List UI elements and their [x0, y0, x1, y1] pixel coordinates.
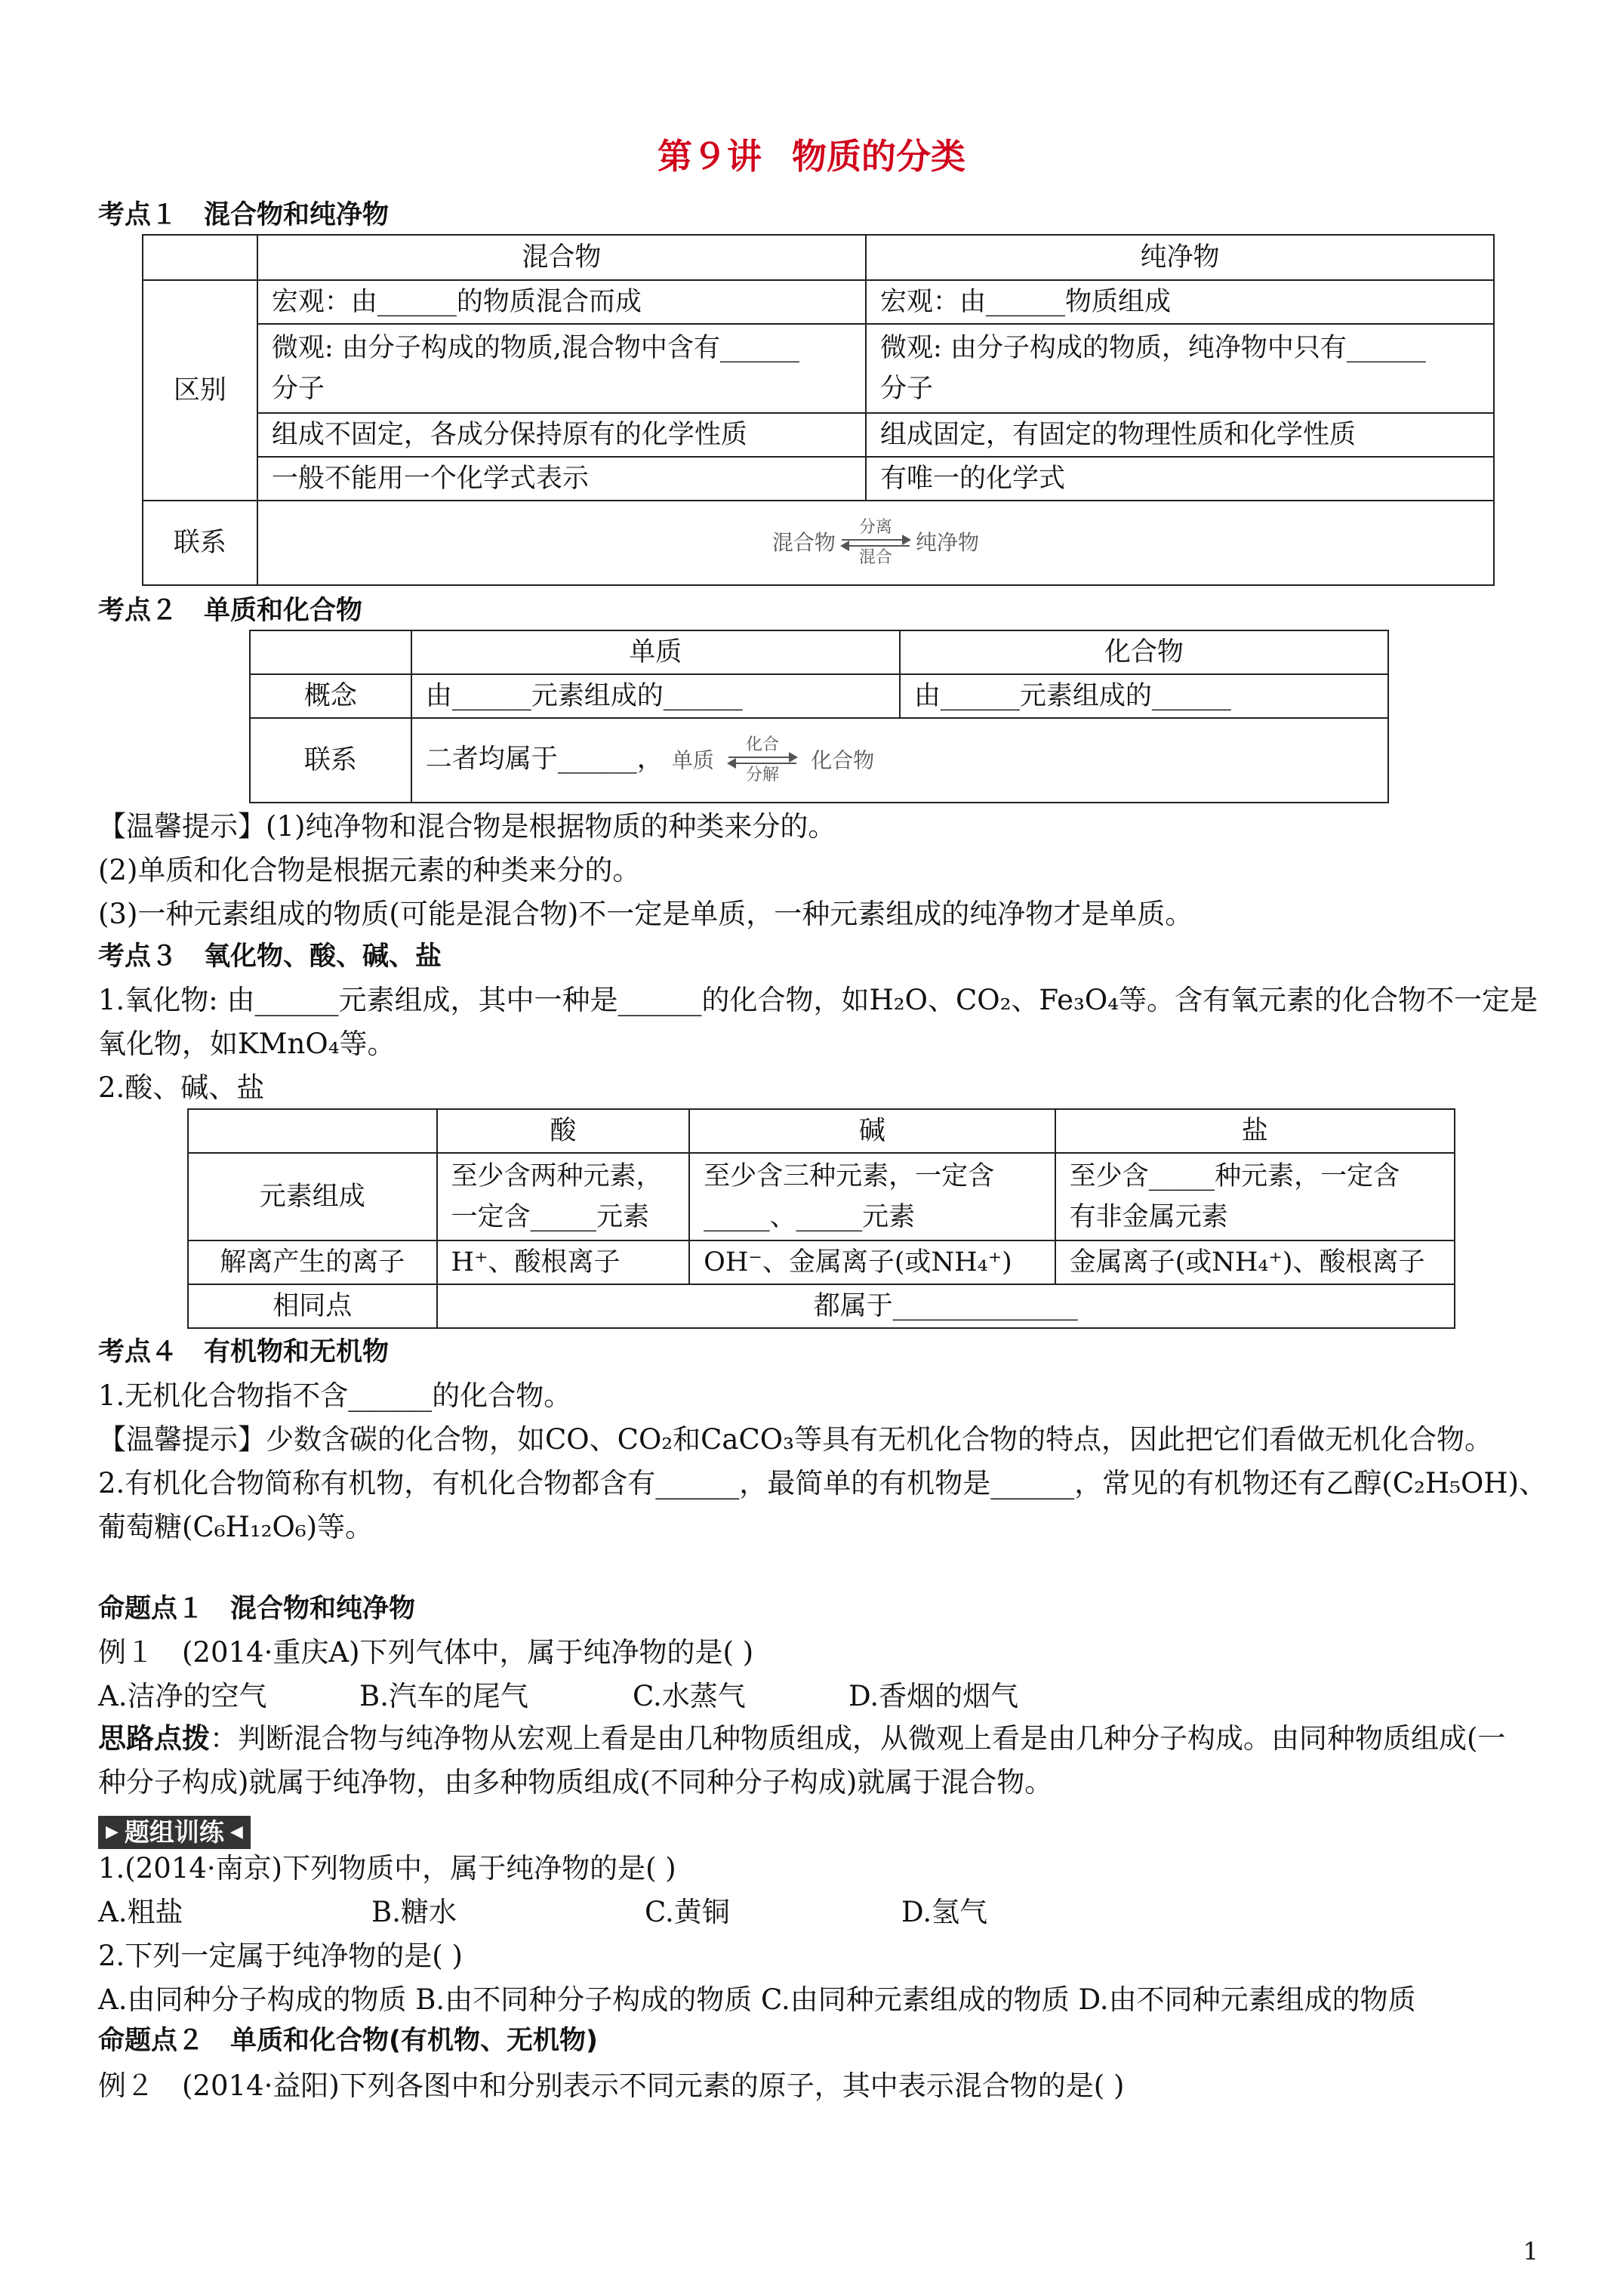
table-cell: 宏观：由______物质组成	[866, 280, 1494, 324]
link-text: 二者均属于______，	[425, 744, 664, 775]
cell-line: 至少含_____种元素，一定含	[1069, 1160, 1400, 1191]
row-header: 联系	[250, 718, 411, 803]
section-heading-1: 考点１ 混合物和纯净物	[98, 200, 390, 230]
example-question: 例１ (2014·重庆A)下列气体中，属于纯净物的是( )	[98, 1636, 754, 1669]
section-heading-4: 考点４ 有机物和无机物	[98, 1337, 390, 1367]
tip-line: 【温馨提示】(1)纯净物和混合物是根据物质的种类来分的。	[98, 810, 836, 843]
col-header: 酸	[437, 1109, 690, 1153]
option: C.黄铜	[645, 1896, 730, 1928]
table-cell: 宏观：由______的物质混合而成	[257, 280, 866, 324]
tip-line: (2)单质和化合物是根据元素的种类来分的。	[98, 854, 641, 886]
flow-right: 化合物	[811, 747, 875, 773]
group-training-tag	[98, 1806, 251, 1849]
paragraph: 1.氧化物: 由______元素组成，其中一种是______的化合物，如H₂O、CO₂、Fe₃O₄等。含有氧元素的化合物不一定是	[98, 984, 1538, 1016]
hint-paragraph	[98, 1717, 1548, 1760]
paragraph: 2.酸、碱、盐	[98, 1071, 265, 1104]
table-corner	[250, 630, 411, 674]
hint-label: 思路点拨	[98, 1722, 210, 1755]
tag-label: 题组训练	[124, 1817, 224, 1848]
col-header: 纯净物	[866, 235, 1494, 280]
table-cell	[1055, 1153, 1455, 1240]
table-element-compound	[249, 630, 1389, 803]
flow-left: 单质	[671, 747, 714, 773]
table-acid-base-salt	[187, 1108, 1455, 1329]
title-topic: 物质的分类	[792, 136, 965, 177]
table-cell: 由______元素组成的______	[411, 674, 900, 718]
practice-options	[98, 1891, 1548, 1934]
table-cell: 有唯一的化学式	[866, 457, 1494, 501]
hint-text: 种分子构成)就属于纯净物，由多种物质组成(不同种分子构成)就属于混合物。	[98, 1766, 1053, 1798]
cell-line: 微观: 由分子构成的物质,混合物中含有______	[271, 332, 799, 363]
double-arrow-icon	[728, 736, 796, 784]
col-header: 混合物	[257, 235, 866, 280]
option: A.洁净的空气	[98, 1680, 267, 1712]
paragraph: 氧化物，如KMnO₄等。	[98, 1028, 396, 1060]
cell-line: 分子	[271, 374, 325, 404]
back-icon: ◀	[229, 1823, 243, 1841]
hint-text: ：判断混合物与纯净物从宏观上看是由几种物质组成，从微观上看是由几种分子构成。由同种物质组成(一	[210, 1722, 1506, 1755]
section-heading-3: 考点３ 氧化物、酸、碱、盐	[98, 942, 442, 972]
table-cell: 都属于______________	[437, 1284, 1455, 1328]
example-question: 例２ (2014·益阳)下列各图中和分别表示不同元素的原子，其中表示混合物的是( )	[98, 2069, 1125, 2102]
table-cell: 一般不能用一个化学式表示	[257, 457, 866, 501]
practice-options: A.由同种分子构成的物质 B.由不同种分子构成的物质 C.由同种元素组成的物质 D.由不同种元素组成的物质	[98, 1983, 1416, 2016]
col-header: 盐	[1055, 1109, 1455, 1153]
table-cell	[689, 1153, 1055, 1240]
table-mixture-pure	[142, 234, 1495, 586]
row-header: 联系	[143, 501, 257, 585]
arrow-label-bottom: 分解	[746, 766, 780, 784]
table-cell: 组成不固定，各成分保持原有的化学性质	[257, 413, 866, 457]
link-diagram-cell	[257, 501, 1494, 585]
paragraph: 2.有机化合物简称有机物，有机化合物都含有______，最简单的有机物是______，常见的有机物还有乙醇(C₂H₅OH)、	[98, 1467, 1548, 1499]
option: A.粗盐	[98, 1896, 183, 1928]
table-cell	[866, 324, 1494, 413]
double-arrow-icon	[842, 519, 910, 567]
cell-line: 有非金属元素	[1069, 1202, 1228, 1232]
option: D.香烟的烟气	[848, 1680, 1019, 1712]
col-header: 化合物	[900, 630, 1388, 674]
proposition-heading-1: 命题点１ 混合物和纯净物	[98, 1594, 416, 1624]
table-cell: 由______元素组成的______	[900, 674, 1388, 718]
practice-question: 1.(2014·南京)下列物质中，属于纯净物的是( )	[98, 1852, 676, 1885]
title-lesson: 第９讲	[658, 136, 762, 177]
option: D.氢气	[901, 1896, 988, 1928]
mixture-pure-flow	[272, 519, 1480, 567]
paragraph: 1.无机化合物指不含______的化合物。	[98, 1379, 572, 1412]
col-header: 单质	[411, 630, 900, 674]
table-corner	[188, 1109, 437, 1153]
row-header: 解离产生的离子	[188, 1240, 437, 1284]
arrow-label-bottom: 混合	[858, 548, 892, 567]
option: B.糖水	[371, 1896, 457, 1928]
example-options	[98, 1675, 1548, 1718]
table-cell: H⁺、酸根离子	[437, 1240, 690, 1284]
section-heading-2: 考点２ 单质和化合物	[98, 596, 363, 626]
cell-line: 微观: 由分子构成的物质，纯净物中只有______	[879, 332, 1426, 363]
cell-line: 一定含_____元素	[451, 1202, 650, 1232]
row-header: 区别	[143, 280, 257, 501]
row-header: 概念	[250, 674, 411, 718]
row-header: 元素组成	[188, 1153, 437, 1240]
row-header: 相同点	[188, 1284, 437, 1328]
table-cell: 金属离子(或NH₄⁺)、酸根离子	[1055, 1240, 1455, 1284]
cell-line: 分子	[879, 374, 933, 404]
cell-line: 至少含三种元素，一定含	[704, 1160, 995, 1191]
table-cell: 组成固定，有固定的物理性质和化学性质	[866, 413, 1494, 457]
proposition-heading-2: 命题点２ 单质和化合物(有机物、无机物)	[98, 2026, 598, 2056]
flow-right: 纯净物	[915, 530, 979, 556]
option: C.水蒸气	[633, 1680, 746, 1712]
option: B.汽车的尾气	[359, 1680, 528, 1712]
tip-line: 【温馨提示】少数含碳的化合物，如CO、CO₂和CaCO₃等具有无机化合物的特点，因此把它们看做无机化合物。	[98, 1423, 1492, 1456]
cell-line: 至少含两种元素，	[451, 1160, 663, 1191]
page-number: 1	[1523, 2237, 1538, 2266]
table-cell	[411, 718, 1388, 803]
table-cell: OH⁻、金属离子(或NH₄⁺)	[689, 1240, 1055, 1284]
practice-question: 2.下列一定属于纯净物的是( )	[98, 1940, 463, 1972]
col-header: 碱	[689, 1109, 1055, 1153]
tip-line: (3)一种元素组成的物质(可能是混合物)不一定是单质，一种元素组成的纯净物才是单质。	[98, 898, 1193, 930]
arrow-label-top: 分离	[858, 517, 892, 537]
arrow-label-top: 化合	[746, 735, 780, 754]
table-corner	[143, 235, 257, 280]
table-cell	[257, 324, 866, 413]
flow-left: 混合物	[771, 530, 836, 556]
page-title	[0, 130, 1623, 183]
table-cell	[437, 1153, 690, 1240]
paragraph: 葡萄糖(C₆H₁₂O₆)等。	[98, 1511, 374, 1543]
cell-line: _____、_____元素	[704, 1202, 916, 1232]
play-icon: ▶	[106, 1823, 119, 1841]
